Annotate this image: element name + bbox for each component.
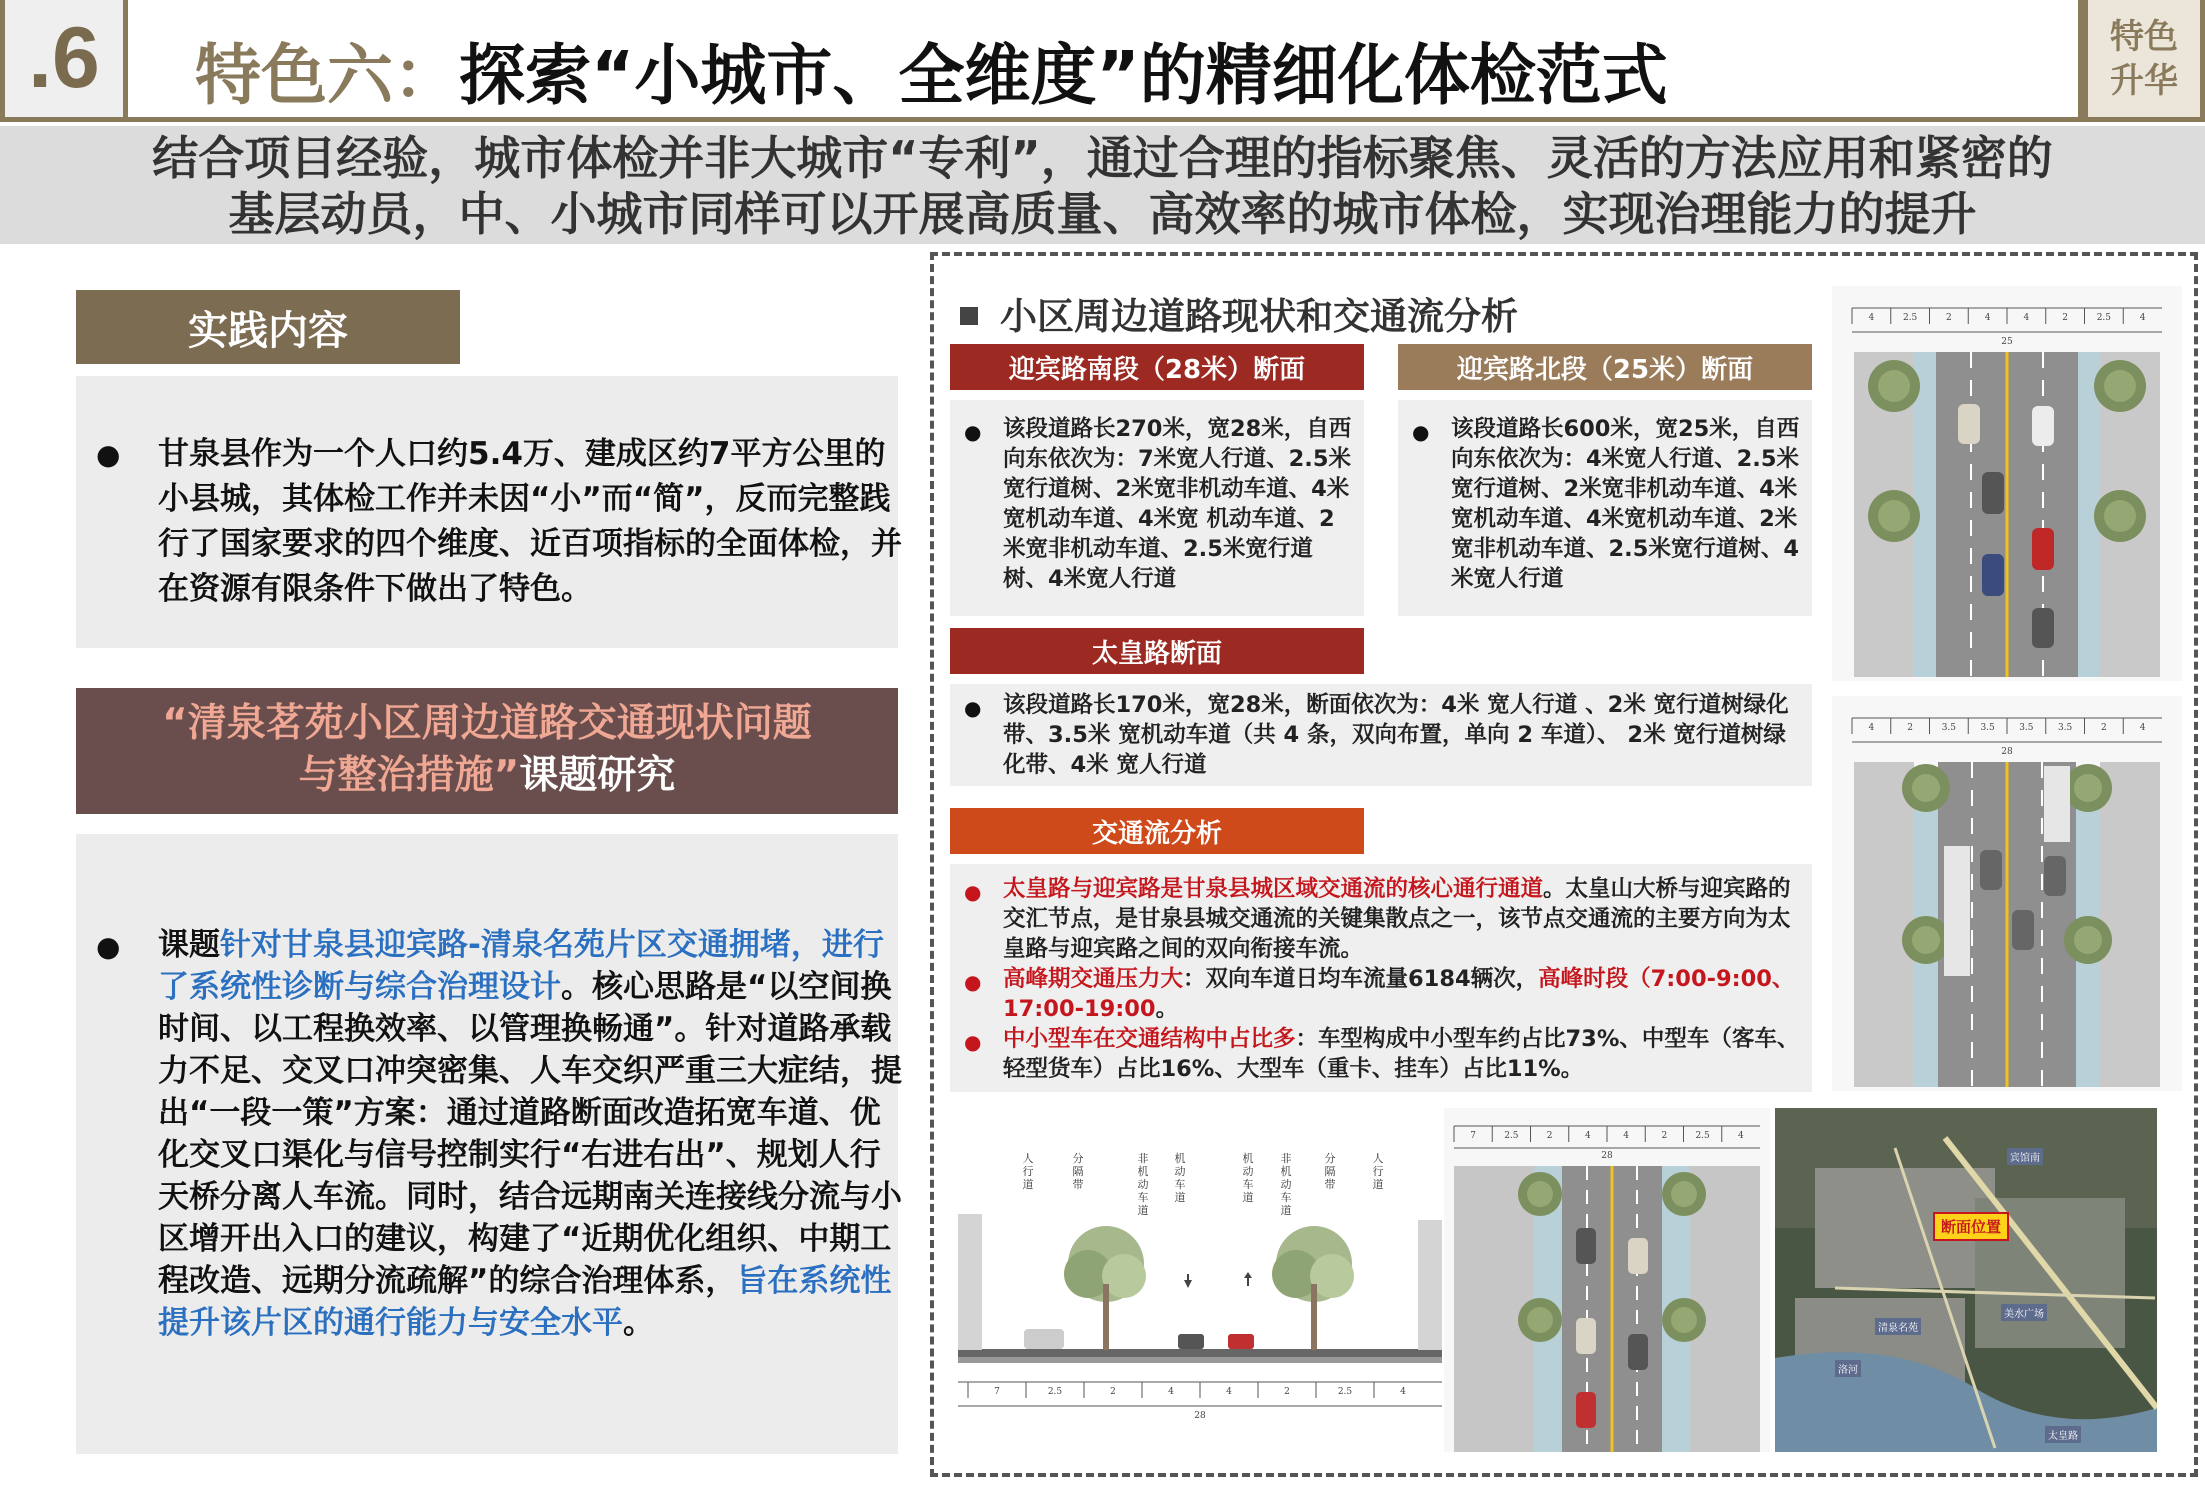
lane-label-3: [1175, 1151, 1186, 1204]
plan2-dim-1: 2: [1907, 723, 1913, 733]
body-part2: 。核心思路是“以空间换时间、以工程换效率、以管理换畅通”。针对道路承载力不足、交叉口冲突密集、人车交织严重三大症结，提出“一段一策”方案：通过道路断面改造拓宽车道、优化交叉口渠化与信号控制实行“右进右出”、规划人行天桥分离人车流。同时，结合远期南关连接线分流与小区增开出入口的建议，构建了“近期优化组织、中期工程改造、远期分流疏解”的综合治理体系，: [158, 969, 902, 1299]
title-main: 探索“小城市、全维度”的精细化体检范式: [459, 37, 1668, 114]
plan2-dim-6: 2: [2101, 723, 2107, 733]
svg-text:机: 机: [1174, 1152, 1186, 1165]
svg-text:道: 道: [1280, 1204, 1292, 1217]
section-dim-1: 2.5: [1047, 1387, 1063, 1397]
svg-text:车: 车: [1280, 1191, 1292, 1204]
plan2-dim-5: 3.5: [2057, 723, 2073, 733]
topic-bullet: ●: [96, 930, 121, 963]
svg-text:带: 带: [1324, 1178, 1336, 1191]
topic-body: [158, 924, 908, 1344]
body-blue2: 旨在系统性提升该片区的通行能力与安全水平: [158, 1263, 892, 1341]
plan-diagram-taihuang: [1832, 696, 2182, 1091]
svg-text:道: 道: [1137, 1204, 1149, 1217]
svg-text:道: 道: [1372, 1178, 1384, 1191]
plan1-dim-6: 2.5: [2096, 313, 2112, 323]
subtitle-line1: 结合项目经验，城市体检并非大城市“专利”，通过合理的指标聚焦、灵活的方法应用和紧密的: [152, 131, 2053, 185]
plan3-dim-3: 4: [1585, 1131, 1591, 1141]
section-dim-5: 2: [1284, 1387, 1290, 1397]
flow1-rest: 。太皇山大桥与迎宾路的交汇节点，是甘泉县城交通流的关键集散点之一，该节点交通流的主要方向为太皇路与迎宾路之间的双向衔接车流。: [1003, 876, 1791, 962]
svg-text:车: 车: [1137, 1191, 1149, 1204]
flow1-red: 太皇路与迎宾路是甘泉县城区域交通流的核心通行通道: [1003, 876, 1544, 902]
svg-text:行: 行: [1372, 1165, 1384, 1178]
svg-text:非: 非: [1280, 1152, 1292, 1165]
body-blue1: 针对甘泉县迎宾路-清泉名苑片区交通拥堵，进行了系统性诊断与综合治理设计: [158, 927, 884, 1005]
section-dim-7: 4: [1400, 1387, 1406, 1397]
plan-diagram-north: [1832, 286, 2182, 681]
svg-text:非: 非: [1137, 1152, 1149, 1165]
lane-label-1: [1073, 1151, 1084, 1191]
plan2-dim-0: 4: [1868, 723, 1875, 733]
plan2-dim-3: 3.5: [1980, 723, 1995, 733]
plan2-dim-7: 4: [2139, 723, 2146, 733]
svg-text:动: 动: [1280, 1178, 1292, 1191]
svg-text:人: 人: [1372, 1152, 1384, 1165]
svg-text:人: 人: [1022, 1152, 1034, 1165]
plan3-dim-7: 4: [1738, 1131, 1744, 1141]
flow2-mid: ：双向车道日均车流量6184辆次，: [1183, 966, 1539, 992]
plan1-dim-7: 4: [2139, 313, 2146, 323]
flow2-text: [1003, 964, 1803, 1024]
plan2-dim-2: 3.5: [1941, 723, 1957, 733]
plan3-total: 28: [1601, 1151, 1613, 1161]
north-text: 该段道路长600米，宽25米，自西向东依次为：4米宽人行道、2.5米宽行道树、2米宽非机动车道、4米宽机动车道、4米宽机动车道、2米宽非机动车道、2.5米宽行道树、4米宽人行道: [1451, 416, 1800, 592]
page-title: [195, 22, 1668, 117]
flow1-bullet: ●: [964, 880, 982, 904]
lane-label-6: [1325, 1151, 1336, 1191]
svg-text:隔: 隔: [1324, 1165, 1336, 1178]
map-place1: 宾馆南: [2007, 1148, 2043, 1165]
section-number: .6: [28, 10, 100, 106]
section-dim-4: 4: [1226, 1387, 1232, 1397]
flow2-bullet: ●: [964, 970, 982, 994]
taihuang-text: 该段道路长170米，宽28米，断面依次为：4米 宽人行道 、2米 宽行道树绿化带、3.5米 宽机动车道（共 4 条，双向布置，单向 2 车道）、 2米 宽行道树绿化带、4米 宽人行道: [1003, 692, 1789, 778]
subtitle-line2: 基层动员，中、小城市同样可以开展高质量、高效率的城市体检，实现治理能力的提升: [228, 187, 1977, 241]
north-segment-label: 迎宾路北段（25米）断面: [1398, 344, 1812, 390]
badge-line1: 特色: [2110, 16, 2178, 57]
section-title-text: 小区周边道路现状和交通流分析: [1000, 295, 1518, 338]
feature-badge: [2083, 0, 2205, 122]
svg-text:机: 机: [1137, 1165, 1149, 1178]
plan3-dim-2: 2: [1546, 1131, 1553, 1141]
practice-label: 实践内容: [76, 290, 460, 364]
section-dim-0: 7: [994, 1387, 1000, 1397]
badge-line2: 升华: [2110, 60, 2178, 101]
svg-text:分: 分: [1072, 1152, 1084, 1165]
flow2-red: 高峰期交通压力大: [1003, 966, 1184, 992]
topic-line2-highlight: 与整治措施”: [298, 753, 520, 798]
plan3-dim-1: 2.5: [1504, 1131, 1519, 1141]
plan1-dim-2: 2: [1946, 313, 1952, 323]
map-place2: 清泉名苑: [1875, 1318, 1921, 1335]
flow2-red2: 高峰时段（7:00-9:00、17:00-19:00: [1003, 966, 1795, 1022]
taihuang-label: 太皇路断面: [950, 628, 1364, 674]
plan1-dim-0: 4: [1868, 313, 1875, 323]
plan1-dim-5: 2: [2062, 313, 2068, 323]
flow3-red: 中小型车在交通结构中占比多: [1003, 1026, 1296, 1052]
lane-label-0: [1023, 1152, 1034, 1191]
plan3-dim-0: 7: [1470, 1131, 1476, 1141]
map-place3: 美水广场: [2001, 1304, 2047, 1321]
svg-text:带: 带: [1072, 1178, 1084, 1191]
flow3-bullet: ●: [964, 1030, 982, 1054]
svg-text:机: 机: [1280, 1165, 1292, 1178]
lane-label-4: [1243, 1151, 1254, 1204]
plan1-dim-4: 4: [2023, 313, 2030, 323]
svg-text:道: 道: [1022, 1178, 1034, 1191]
intro-text: 甘泉县作为一个人口约5.4万、建成区约7平方公里的小县城，其体检工作并未因“小”而“简”，反而完整践行了国家要求的四个维度、近百项指标的全面体检，并在资源有限条件下做出了特色。: [158, 436, 902, 607]
flow2-end: 。: [1155, 996, 1179, 1022]
section-total: 28: [1194, 1411, 1206, 1421]
svg-text:道: 道: [1174, 1191, 1186, 1204]
plan3-dim-6: 2.5: [1695, 1131, 1710, 1141]
taihuang-bullet: ●: [964, 696, 982, 720]
plan1-dim-1: 2.5: [1902, 313, 1918, 323]
intro-bullet: ●: [96, 438, 121, 471]
south-text: 该段道路长270米，宽28米，自西向东依次为：7米宽人行道、2.5米宽行道树、2米宽非机动车道、4米宽机动车道、4米宽 机动车道、2米宽非机动车道、2.5米宽行道树、4米宽人行道: [1003, 416, 1352, 592]
south-segment-label: 迎宾路南段（28米）断面: [950, 344, 1364, 390]
plan1-dim-3: 4: [1984, 313, 1991, 323]
svg-text:隔: 隔: [1072, 1165, 1084, 1178]
lane-label-7: [1373, 1152, 1384, 1191]
square-bullet-icon: [960, 307, 978, 325]
plan3-dim-4: 4: [1623, 1131, 1629, 1141]
north-bullet: ●: [1412, 420, 1430, 444]
map-place5: 太皇路: [2045, 1426, 2081, 1443]
svg-text:车: 车: [1174, 1178, 1186, 1191]
flow3-rest: ：车型构成中小型车约占比73%、中型车（客车、轻型货车）占比16%、大型车（重卡、挂车）占比11%。: [1003, 1026, 1800, 1082]
plan-diagram-south: [1444, 1108, 1770, 1452]
topic-line2: [76, 750, 898, 802]
section-dim-6: 2.5: [1337, 1387, 1353, 1397]
svg-text:机: 机: [1242, 1152, 1254, 1165]
svg-text:分: 分: [1324, 1152, 1336, 1165]
svg-text:动: 动: [1174, 1165, 1186, 1178]
svg-text:车: 车: [1242, 1178, 1254, 1191]
flow-label: 交通流分析: [950, 808, 1364, 854]
topic-box: [76, 688, 898, 814]
topic-line2-name: 课题研究: [519, 753, 676, 798]
cross-section-diagram: [958, 1144, 1442, 1448]
location-map: [1775, 1108, 2157, 1452]
svg-text:行: 行: [1022, 1165, 1034, 1178]
flow3-text: [1003, 1024, 1803, 1084]
title-prefix: 特色六：: [195, 37, 459, 114]
plan3-dim-5: 2: [1661, 1131, 1668, 1141]
svg-text:道: 道: [1242, 1191, 1254, 1204]
flow1-text: [1003, 874, 1803, 964]
plan1-total: 25: [2001, 337, 2013, 347]
svg-text:动: 动: [1242, 1165, 1254, 1178]
section-dim-2: 2: [1110, 1387, 1116, 1397]
body-end: 。: [623, 1305, 654, 1341]
section-title: [960, 286, 1518, 340]
map-place4: 洛河: [1835, 1360, 1861, 1377]
south-bullet: ●: [964, 420, 982, 444]
section-number-box: [0, 0, 128, 122]
lane-label-2: [1138, 1151, 1149, 1217]
topic-line1: “清泉茗苑小区周边道路交通现状问题: [162, 701, 812, 746]
subtitle-band: [0, 126, 2205, 244]
plan2-dim-4: 3.5: [2019, 723, 2034, 733]
body-part1: 课题: [158, 927, 220, 963]
section-location-label: 断面位置: [1933, 1212, 2009, 1241]
section-dim-3: 4: [1168, 1387, 1174, 1397]
lane-label-5: [1281, 1151, 1292, 1217]
svg-text:动: 动: [1137, 1178, 1149, 1191]
plan2-total: 28: [2001, 747, 2013, 757]
